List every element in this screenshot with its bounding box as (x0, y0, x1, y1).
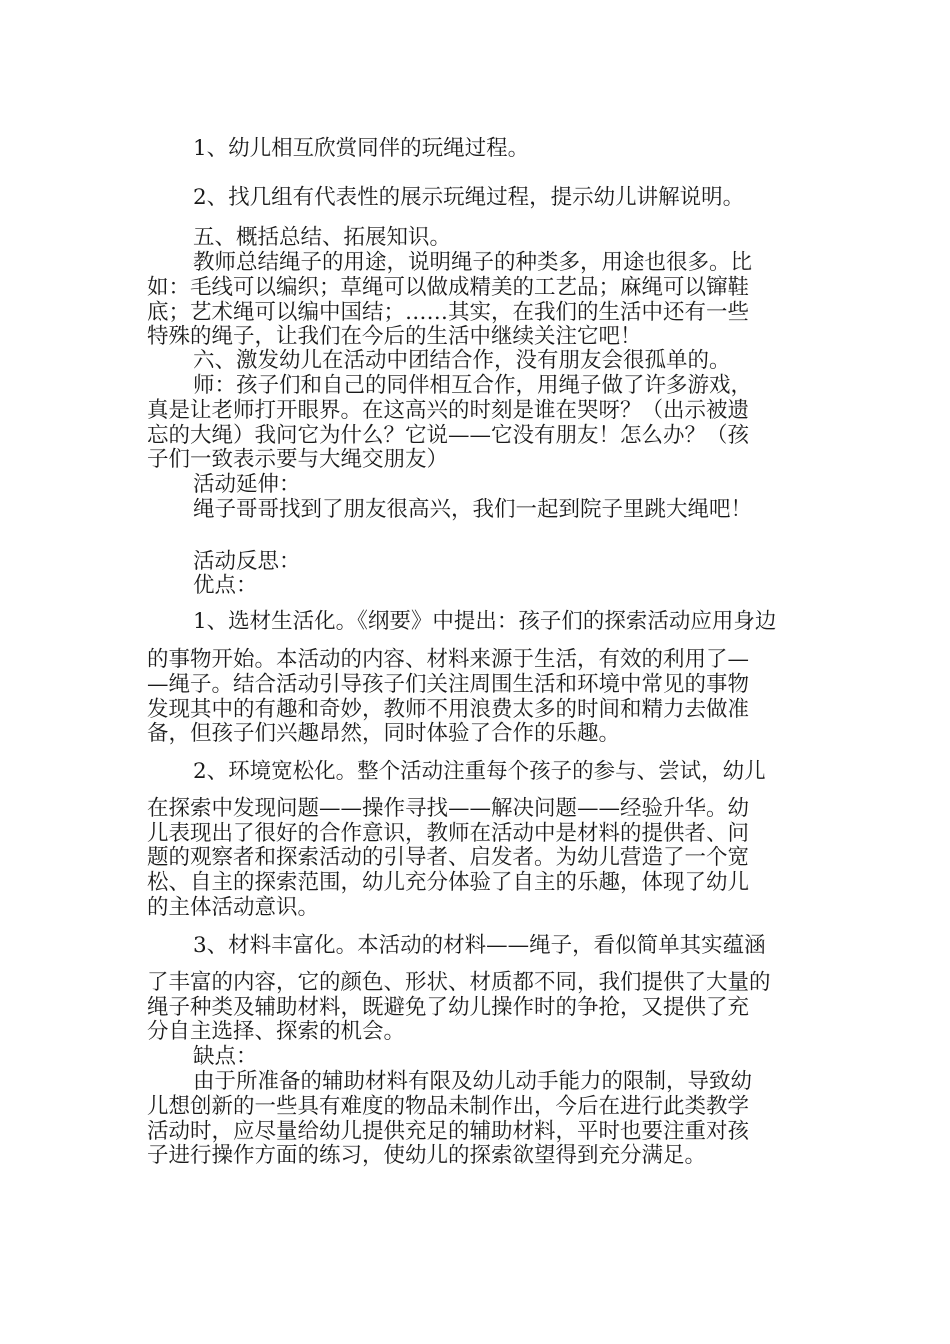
text-line: 儿表现出了很好的合作意识，教师在活动中是材料的提供者、问 (147, 821, 750, 846)
text-line: 真是让老师打开眼界。在这高兴的时刻是谁在哭呀？（出示被遗 (147, 398, 750, 423)
text-line: 1、幼儿相互欣赏同伴的玩绳过程。 (193, 136, 530, 161)
text-line: 忘的大绳）我问它为什么？它说——它没有朋友！怎么办？（孩 (147, 423, 750, 448)
text-line: 师：孩子们和自己的同伴相互合作，用绳子做了许多游戏， (193, 373, 753, 398)
text-line: 发现其中的有趣和奇妙，教师不用浪费太多的时间和精力去做准 (147, 697, 750, 722)
text-line: 题的观察者和探索活动的引导者、启发者。为幼儿营造了一个宽 (147, 845, 750, 870)
text-line: —绳子。结合活动引导孩子们关注周围生活和环境中常见的事物 (147, 672, 750, 697)
text-line: 教师总结绳子的用途，说明绳子的种类多，用途也很多。比 (193, 250, 753, 275)
text-line: 分自主选择、探索的机会。 (147, 1019, 406, 1044)
text-line: 在探索中发现问题——操作寻找——解决问题——经验升华。幼 (147, 796, 750, 821)
text-line: 备，但孩子们兴趣昂然，同时体验了合作的乐趣。 (147, 721, 621, 746)
text-line: 了丰富的内容，它的颜色、形状、材质都不同，我们提供了大量的 (147, 970, 771, 995)
text-line: 2、环境宽松化。整个活动注重每个孩子的参与、尝试，幼儿 (193, 759, 766, 784)
text-line: 如：毛线可以编织；草绳可以做成精美的工艺品；麻绳可以镩鞋 (147, 275, 750, 300)
text-line: 活动时，应尽量给幼儿提供充足的辅助材料，平时也要注重对孩 (147, 1119, 750, 1144)
text-line: 儿想创新的一些具有难度的物品未制作出，今后在进行此类教学 (147, 1094, 750, 1119)
text-line: 松、自主的探索范围，幼儿充分体验了自主的乐趣，体现了幼儿 (147, 870, 750, 895)
text-line: 特殊的绳子，让我们在今后的生活中继续关注它吧！ (147, 324, 642, 349)
section-heading: 活动延伸： (193, 472, 301, 497)
text-line: 2、找几组有代表性的展示玩绳过程，提示幼儿讲解说明。 (193, 185, 745, 210)
text-line: 由于所准备的辅助材料有限及幼儿动手能力的限制，导致幼 (193, 1069, 753, 1094)
text-line: 子进行操作方面的练习，使幼儿的探索欲望得到充分满足。 (147, 1143, 707, 1168)
text-line: 1、选材生活化。《纲要》中提出：孩子们的探索活动应用身边 (193, 609, 777, 634)
text-line: 3、材料丰富化。本活动的材料——绳子，看似简单其实蕴涵 (193, 933, 766, 958)
section-heading: 五、概括总结、拓展知识。 (193, 225, 452, 250)
text-line: 的事物开始。本活动的内容、材料来源于生活，有效的利用了— (147, 647, 750, 672)
text-line: 绳子种类及辅助材料，既避免了幼儿操作时的争抢，又提供了充 (147, 995, 750, 1020)
section-heading: 六、激发幼儿在活动中团结合作，没有朋友会很孤单的。 (193, 348, 731, 373)
text-line: 底；艺术绳可以编中国结；……其实，在我们的生活中还有一些 (147, 300, 750, 325)
subheading: 缺点： (193, 1044, 258, 1069)
text-line: 绳子哥哥找到了朋友很高兴，我们一起到院子里跳大绳吧！ (193, 497, 753, 522)
section-heading: 活动反思： (193, 549, 301, 574)
subheading: 优点： (193, 573, 258, 598)
text-line: 的主体活动意识。 (147, 895, 320, 920)
text-line: 子们一致表示要与大绳交朋友） (147, 447, 449, 472)
